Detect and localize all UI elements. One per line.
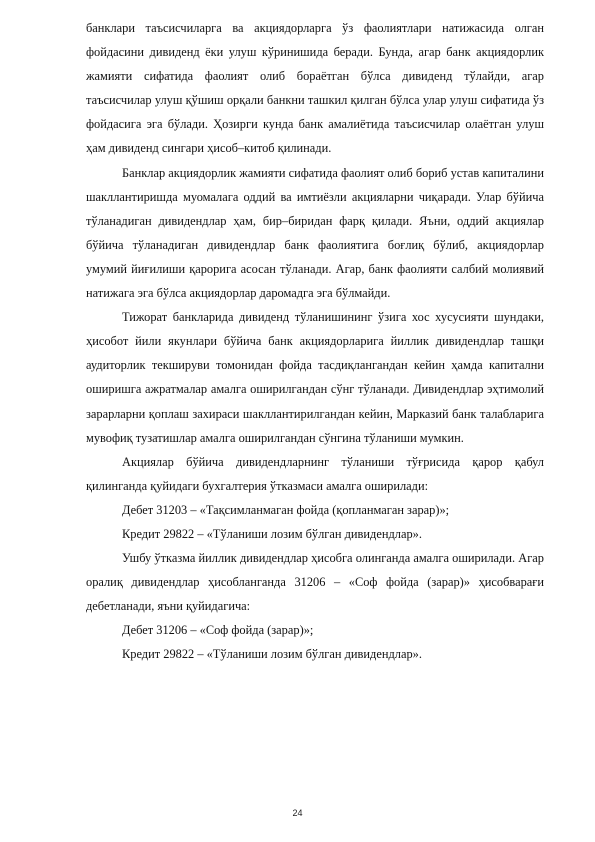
paragraph-interim-dividends: Ушбу ўтказма йиллик дивидендлар ҳисобга олинганда амалга оширилади. Агар оралиқ дивидендлар ҳисобланганда 31206 – «Соф фойда (зарар)» ҳисобварағи дебетланади, яъни қуйидагича:	[86, 551, 544, 614]
entry-credit-29822: Кредит 29822 – «Тўланиши лозим бўлган дивидендлар».	[122, 526, 422, 541]
entry-credit-29822-second: Кредит 29822 – «Тўланиши лозим бўлган дивидендлар».	[122, 647, 422, 662]
paragraph-joint-stock-shares: Банклар акциядорлик жамияти сифатида фаолият олиб бориб устав капиталини шакллантиришда муомалага оддий ва имтиёзли акцияларни чиқаради. Улар бўйича тўланадиган дивидендлар ҳам, бир–биридан фарқ қилади. Яъни, оддий акциялар бўйича тўланадиган дивидендлар банк фаолиятига боғлиқ бўлиб, акциядорлар умумий йиғилиши қарорига асосан тўланади. Агар, банк фаолияти салбий молиявий натижага эга бўлса акциядорлар даромадга эга бўлмайди.	[86, 165, 544, 301]
entry-debit-31203: Дебет 31203 – «Тақсимланмаган фойда (қопланмаган зарар)»;	[122, 502, 450, 517]
paragraph-commercial-banks-dividend: Тижорат банкларида дивиденд тўланишининг ўзига хос хусусияти шундаки, ҳисобот йили якунлари бўйича банк акциядорларига йиллик дивидендлар ташқи аудиторлик текшируви томонидан фойда тасдиқлангандан кейин ҳамда капитални оширишга ажратмалар амалга оширилгандан сўнг тўланади. Дивидендлар эҳтимолий зарарларни қоплаш захираси шакллантирилгандан кейин, Марказий банк талабларига мувофиқ тузатишлар амалга оширилгандан сўнгина тўланиши мумкин.	[86, 310, 544, 445]
paragraph-accounting-entry-intro: Акциялар бўйича дивидендларнинг тўланиши тўғрисида қарор қабул қилинганда қуйидаги бухгалтерия ўтказмаси амалга оширилади:	[86, 454, 544, 493]
page-number: 24	[292, 808, 303, 818]
entry-debit-31206: Дебет 31206 – «Соф фойда (зарар)»;	[122, 623, 314, 638]
paragraph-dividend-intro: банклари таъсисчиларга ва акциядорларга ўз фаолиятлари натижасида олган фойдасини дивиденд ёки улуш кўринишида беради. Бунда, агар банк акциядорлик жамияти сифатида фаолият олиб бораётган бўлса дивиденд тўлайди, агар таъсисчилар улуш қўшиш орқали банкни ташкил қилган бўлса улар улуш сифатида ўз фойдасига эга бўлади. Ҳозирги кунда банк амалиётида таъсисчилар олаётган улуш ҳам дивиденд сингари ҳисоб–китоб қилинади.	[86, 21, 544, 156]
document-body	[86, 16, 544, 667]
